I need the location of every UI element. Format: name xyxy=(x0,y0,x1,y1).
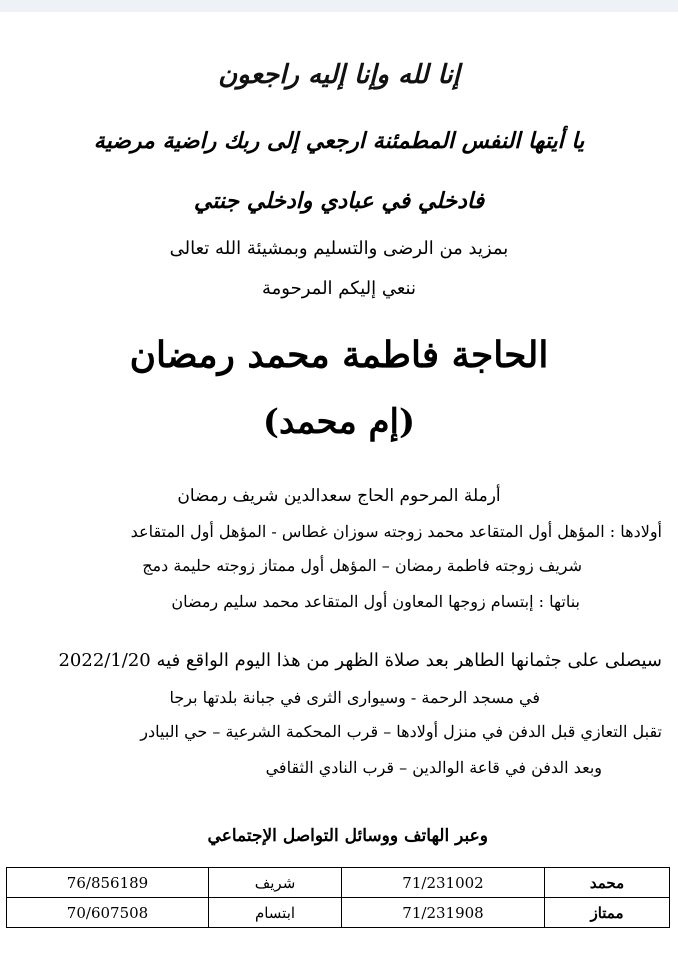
table-row xyxy=(7,898,670,928)
intro-line-2: ننعي إليكم المرحومة xyxy=(262,278,416,299)
contacts-table xyxy=(6,867,670,928)
calligraphy-heading: إنا لله وإنا إليه راجعون xyxy=(218,60,460,90)
contact-phone: 71/231908 xyxy=(342,898,545,928)
intro-line-1: بمزيد من الرضى والتسليم وبمشيئة الله تعالى xyxy=(169,238,509,259)
contact-phone: 76/856189 xyxy=(7,868,209,898)
sons-line-1: أولادها : المؤهل أول المتقاعد محمد زوجته سوزان غطاس - المؤهل أول المتقاعد xyxy=(130,522,662,541)
contact-name: ابتسام xyxy=(209,898,342,928)
contact-name: محمد xyxy=(545,868,670,898)
deceased-nickname: (إم محمد) xyxy=(262,402,416,442)
contact-name: شريف xyxy=(209,868,342,898)
condolences-before-burial: تقبل التعازي قبل الدفن في منزل أولادها – قرب المحكمة الشرعية – حي البيادر xyxy=(140,722,662,741)
contacts-heading: وعبر الهاتف ووسائل التواصل الإجتماعي xyxy=(207,826,488,846)
widow-of-line: أرملة المرحوم الحاج سعدالدين شريف رمضان xyxy=(177,486,501,506)
contact-phone: 71/231002 xyxy=(342,868,545,898)
quran-verse-line-2: فادخلي في عبادي وادخلي جنتي xyxy=(193,188,485,214)
funeral-prayer-line: سيصلى على جثمانها الطاهر بعد صلاة الظهر من هذا اليوم الواقع فيه 2022/1/20 xyxy=(58,650,662,671)
contact-phone: 70/607508 xyxy=(7,898,209,928)
top-strip xyxy=(0,0,678,12)
daughters-line: بناتها : إبتسام زوجها المعاون أول المتقاعد محمد سليم رمضان xyxy=(171,592,580,611)
sons-line-2: شريف زوجته فاطمة رمضان – المؤهل أول ممتاز زوجته حليمة دمج xyxy=(142,556,582,575)
contact-name: ممتاز xyxy=(545,898,670,928)
quran-verse-line-1: يا أيتها النفس المطمئنة ارجعي إلى ربك راضية مرضية xyxy=(93,128,585,154)
burial-line: في مسجد الرحمة - وسيوارى الثرى في جبانة بلدتها برجا xyxy=(169,688,540,707)
deceased-name: الحاجة فاطمة محمد رمضان xyxy=(129,334,549,376)
obituary-page xyxy=(0,12,678,960)
table-row xyxy=(7,868,670,898)
condolences-after-burial: وبعد الدفن في قاعة الوالدين – قرب النادي الثقافي xyxy=(265,758,602,777)
